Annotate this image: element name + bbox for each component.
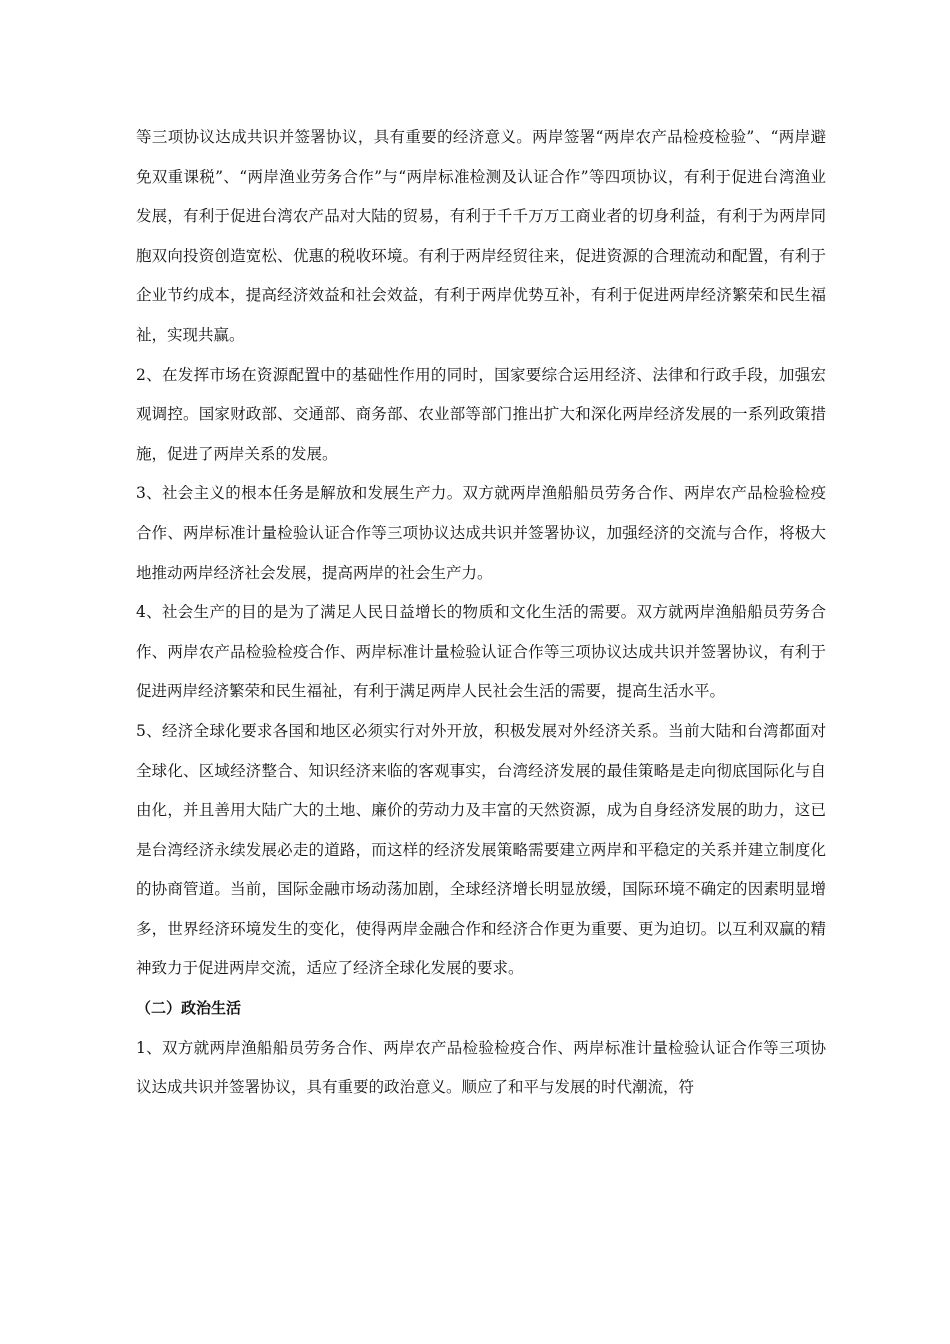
document-page (136, 118, 826, 1108)
paragraph-point-5: 5、经济全球化要求各国和地区必须实行对外开放，积极发展对外经济关系。当前大陆和台湾都面对全球化、区域经济整合、知识经济来临的客观事实，台湾经济发展的最佳策略是走向彻底国际化与自由化，并且善用大陆广大的土地、廉价的劳动力及丰富的天然资源，成为自身经济发展的助力，这已是台湾经济永续发展必走的道路，而这样的经济发展策略需要建立两岸和平稳定的关系并建立制度化的协商管道。当前，国际金融市场动荡加剧，全球经济增长明显放缓，国际环境不确定的因素明显增多，世界经济环境发生的变化，使得两岸金融合作和经济合作更为重要、更为迫切。以互利双赢的精神致力于促进两岸交流，适应了经济全球化发展的要求。 (136, 721, 826, 978)
paragraph-point-3: 3、社会主义的根本任务是解放和发展生产力。双方就两岸渔船船员劳务合作、两岸农产品检验检疫合作、两岸标准计量检验认证合作等三项协议达成共识并签署协议，加强经济的交流与合作，将极大地推动两岸经济社会发展，提高两岸的社会生产力。 (136, 484, 826, 582)
paragraph-economic-significance: 等三项协议达成共识并签署协议，具有重要的经济意义。两岸签署“两岸农产品检疫检验”、“两岸避免双重课税”、“两岸渔业劳务合作”与“两岸标准检测及认证合作”等四项协议，有利于促进台湾渔业发展，有利于促进台湾农产品对大陆的贸易，有利于千千万万工商业者的切身利益，有利于为两岸同胞双向投资创造宽松、优惠的税收环境。有利于两岸经贸往来，促进资源的合理流动和配置，有利于企业节约成本，提高经济效益和社会效益，有利于两岸优势互补，有利于促进两岸经济繁荣和民生福祉，实现共赢。 (136, 128, 826, 344)
paragraph-political-point-1: 1、双方就两岸渔船船员劳务合作、两岸农产品检验检疫合作、两岸标准计量检验认证合作等三项协议达成共识并签署协议，具有重要的政治意义。顺应了和平与发展的时代潮流，符 (136, 1038, 826, 1097)
paragraph-point-2: 2、在发挥市场在资源配置中的基础性作用的同时，国家要综合运用经济、法律和行政手段，加强宏观调控。国家财政部、交通部、商务部、农业部等部门推出扩大和深化两岸经济发展的一系列政策措施，促进了两岸关系的发展。 (136, 365, 826, 463)
section-heading-political-life: （二）政治生活 (136, 999, 242, 1018)
paragraph-point-4: 4、社会生产的目的是为了满足人民日益增长的物质和文化生活的需要。双方就两岸渔船船员劳务合作、两岸农产品检验检疫合作、两岸标准计量检验认证合作等三项协议达成共识并签署协议，有利于促进两岸经济繁荣和民生福祉，有利于满足两岸人民社会生活的需要，提高生活水平。 (136, 603, 826, 701)
